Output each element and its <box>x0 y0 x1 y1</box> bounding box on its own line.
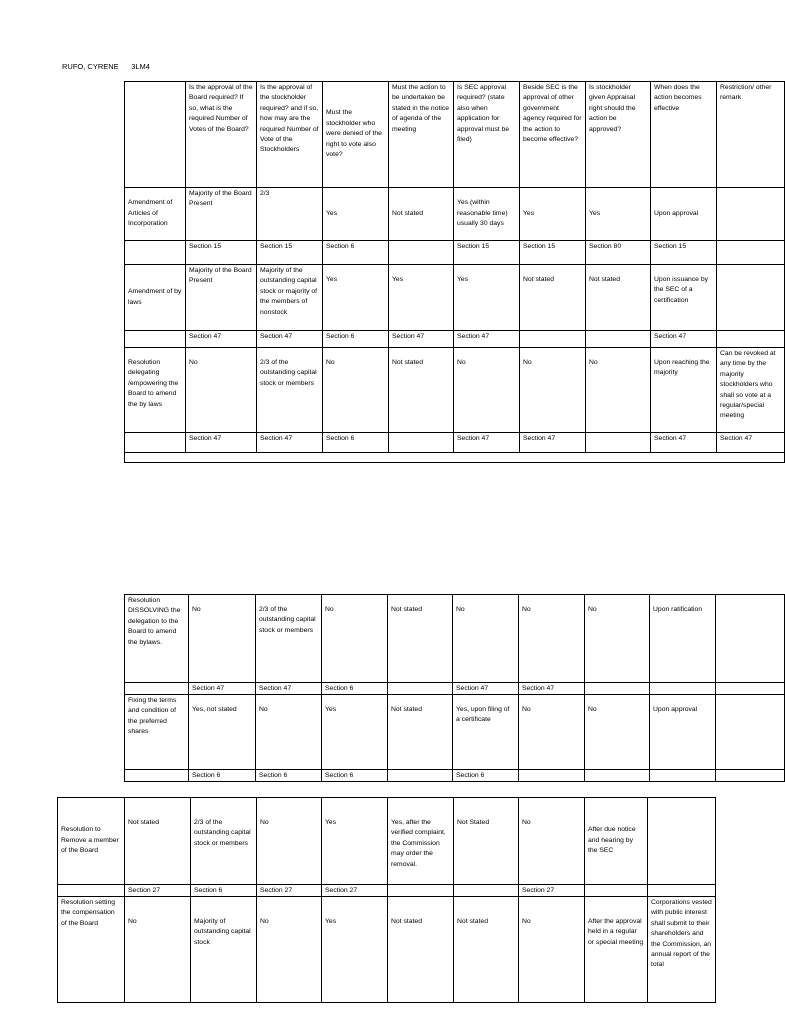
table-cell: No <box>519 695 585 770</box>
table-cell: No <box>125 897 191 1003</box>
section-cell <box>519 770 585 782</box>
section-cell <box>125 331 186 348</box>
action-cell: Fixing the terms and condition of the preferred shares <box>125 695 189 770</box>
table-cell: 2/3 <box>257 188 323 241</box>
table-cell: Not stated <box>454 897 519 1003</box>
action-cell: Resolution DISSOLVING the delegation to the Board to amend the bylaws. <box>125 595 189 683</box>
section-cell <box>717 241 785 265</box>
section-cell: Section 47 <box>454 433 520 453</box>
table-cell: Not stated <box>520 265 586 331</box>
header-cell: Must the stockholder who were denied of the right to vote also vote? <box>323 82 389 188</box>
table-cell: Majority of the Board Present <box>186 188 257 241</box>
section-cell: Section 6 <box>323 241 389 265</box>
table-cell: No <box>322 595 388 683</box>
table-cell: No <box>323 348 389 433</box>
section-cell <box>125 770 189 782</box>
section-cell: Section 27 <box>257 885 322 897</box>
action-cell: Amendment of by laws <box>125 265 186 331</box>
section-cell <box>389 241 454 265</box>
table-cell: Yes (within reasonable time) usually 30 days <box>454 188 520 241</box>
section-cell <box>585 885 648 897</box>
table-row <box>125 695 785 770</box>
section-cell <box>650 683 716 695</box>
table-cell: Yes, after the verified complaint, the Commission may order the removal. <box>388 798 454 885</box>
section-cell: Section 80 <box>586 241 651 265</box>
section-cell: Section 6 <box>191 885 257 897</box>
table-cell: Yes <box>389 265 454 331</box>
section-cell: Section 6 <box>189 770 256 782</box>
section-cell: Section 6 <box>323 331 389 348</box>
section-cell <box>716 683 785 695</box>
table-cell: Not stated <box>586 265 651 331</box>
table-cell <box>717 188 785 241</box>
table-cell <box>716 595 785 683</box>
section-cell: Section 47 <box>186 433 257 453</box>
section-cell <box>648 885 716 897</box>
table-cell: No <box>585 695 650 770</box>
section-cell <box>125 241 186 265</box>
table-row <box>125 595 785 683</box>
table-cell: No <box>519 595 585 683</box>
action-cell: Amendment of Articles of Incorporation <box>125 188 186 241</box>
section-cell <box>58 885 125 897</box>
table-row <box>58 897 716 1003</box>
section-cell: Section 47 <box>651 331 717 348</box>
section-cell <box>125 683 189 695</box>
table-cell <box>716 695 785 770</box>
table-cell: Not stated <box>388 695 453 770</box>
section-cell: Section 15 <box>186 241 257 265</box>
student-header <box>62 62 150 71</box>
action-cell: Resolution setting the compensation of the Board <box>58 897 125 1003</box>
section-cell: Section 47 <box>256 683 322 695</box>
section-cell: Section 47 <box>520 433 586 453</box>
section-row <box>125 241 785 265</box>
header-cell: Beside SEC is the approval of other government agency required for the action to become effective? <box>520 82 586 188</box>
section-cell: Section 47 <box>389 331 454 348</box>
table-cell <box>717 265 785 331</box>
student-name: RUFO, CYRENE <box>62 62 119 71</box>
section-cell: Section 15 <box>257 241 323 265</box>
section-cell: Section 47 <box>453 683 519 695</box>
table-cell: After the approval held in a regular or special meeting <box>585 897 648 1003</box>
table-cell: Upon approval <box>651 188 717 241</box>
section-cell: Section 27 <box>322 885 388 897</box>
section-cell: Section 47 <box>257 433 323 453</box>
table-cell: Yes <box>520 188 586 241</box>
table-cell: No <box>453 595 519 683</box>
table-cell: Can be revoked at any time by the majority stockholders who shall so vote at a regular/special meeting <box>717 348 785 433</box>
section-cell <box>454 885 519 897</box>
table-row <box>125 188 785 241</box>
table-cell: Not stated <box>388 897 454 1003</box>
section-cell <box>520 331 586 348</box>
empty-row <box>125 453 785 463</box>
section-cell: Section 6 <box>322 770 388 782</box>
table-cell: No <box>186 348 257 433</box>
section-cell <box>650 770 716 782</box>
action-cell: Resolution delegating /empowering the Board to amend the by laws <box>125 348 186 433</box>
table-cell: Yes, upon filing of a certificate <box>453 695 519 770</box>
section-cell <box>388 683 453 695</box>
table-cell: 2/3 of the outstanding capital stock or members <box>257 348 323 433</box>
section-cell: Section 15 <box>520 241 586 265</box>
section-cell: Section 47 <box>189 683 256 695</box>
section-row <box>125 683 785 695</box>
table-cell: Yes, not stated <box>189 695 256 770</box>
table-cell: No <box>257 798 322 885</box>
table-row <box>125 265 785 331</box>
class-section: 3LM4 <box>131 62 150 71</box>
section-cell <box>389 433 454 453</box>
corporate-actions-table-2 <box>124 594 785 782</box>
section-row <box>125 331 785 348</box>
table-cell: Not stated <box>388 595 453 683</box>
section-cell <box>125 433 186 453</box>
table-cell: Upon ratification <box>650 595 716 683</box>
table-cell: Majority of the Board Present <box>186 265 257 331</box>
section-cell: Section 47 <box>651 433 717 453</box>
table-cell: No <box>189 595 256 683</box>
section-cell <box>585 683 650 695</box>
section-row <box>125 433 785 453</box>
section-cell <box>586 331 651 348</box>
section-cell: Section 6 <box>256 770 322 782</box>
header-cell: Is the approval of the stockholder required? and if so, how may are the required Number of Vote of the Stockholders <box>257 82 323 188</box>
section-cell: Section 6 <box>323 433 389 453</box>
section-cell <box>585 770 650 782</box>
table-cell <box>648 798 716 885</box>
header-cell: Is stockholder given Appraisal right should the action be approved? <box>586 82 651 188</box>
header-cell: Is the approval of the Board required? If so, what is the required Number of Votes of the Board? <box>186 82 257 188</box>
action-cell: Resolution to Remove a member of the Board <box>58 798 125 885</box>
section-cell: Section 47 <box>257 331 323 348</box>
table-cell: Yes <box>454 265 520 331</box>
empty-cell <box>125 453 785 463</box>
table-cell: Not Stated <box>454 798 519 885</box>
section-row <box>125 770 785 782</box>
section-cell: Section 15 <box>454 241 520 265</box>
header-cell <box>125 82 186 188</box>
table-cell: No <box>519 798 585 885</box>
section-row <box>58 885 716 897</box>
table-cell: Not stated <box>389 348 454 433</box>
section-cell: Section 47 <box>454 331 520 348</box>
table-cell: Majority of the outstanding capital stock or majority of the members of nonstock <box>257 265 323 331</box>
section-cell <box>586 433 651 453</box>
table-cell: Corporations vested with public interest shall submit to their shareholders and the Commission, an annual report of the total <box>648 897 716 1003</box>
section-cell <box>717 331 785 348</box>
table-cell: No <box>586 348 651 433</box>
table-cell: 2/3 of the outstanding capital stock or members <box>191 798 257 885</box>
table-cell: No <box>256 695 322 770</box>
table-cell: Yes <box>322 897 388 1003</box>
section-cell <box>388 770 453 782</box>
table-cell: Yes <box>323 188 389 241</box>
table-cell: Yes <box>323 265 389 331</box>
table-cell: Upon reaching the majority <box>651 348 717 433</box>
table-cell: No <box>257 897 322 1003</box>
table-cell: After due notice and hearing by the SEC <box>585 798 648 885</box>
table-cell: No <box>454 348 520 433</box>
section-cell: Section 47 <box>717 433 785 453</box>
section-cell: Section 27 <box>125 885 191 897</box>
corporate-actions-table-1 <box>124 81 785 463</box>
table-row <box>58 798 716 885</box>
table-cell: Upon issuance by the SEC of a certification <box>651 265 717 331</box>
table-cell: No <box>520 348 586 433</box>
section-cell: Section 6 <box>453 770 519 782</box>
section-cell <box>716 770 785 782</box>
header-cell: Must the action to be undertaken be stated in the notice of agenda of the meeting <box>389 82 454 188</box>
table-cell: 2/3 of the outstanding capital stock or members <box>256 595 322 683</box>
section-cell <box>388 885 454 897</box>
table-cell: Upon approval <box>650 695 716 770</box>
table-header-row <box>125 82 785 188</box>
table-cell: Yes <box>322 695 388 770</box>
table-cell: No <box>585 595 650 683</box>
table-cell: No <box>519 897 585 1003</box>
header-cell: Is SEC approval required? (state also when application for approval must be filed) <box>454 82 520 188</box>
table-cell: Not stated <box>389 188 454 241</box>
table-cell: Not stated <box>125 798 191 885</box>
table-row <box>125 348 785 433</box>
header-cell: When does the action becomes effective <box>651 82 717 188</box>
table-cell: Yes <box>586 188 651 241</box>
section-cell: Section 15 <box>651 241 717 265</box>
table-cell: Yes <box>322 798 388 885</box>
section-cell: Section 27 <box>519 885 585 897</box>
table-cell: Majority of outstanding capital stock <box>191 897 257 1003</box>
header-cell: Restriction/ other remark <box>717 82 785 188</box>
section-cell: Section 47 <box>519 683 585 695</box>
section-cell: Section 47 <box>186 331 257 348</box>
corporate-actions-table-3 <box>57 797 716 1003</box>
section-cell: Section 6 <box>322 683 388 695</box>
